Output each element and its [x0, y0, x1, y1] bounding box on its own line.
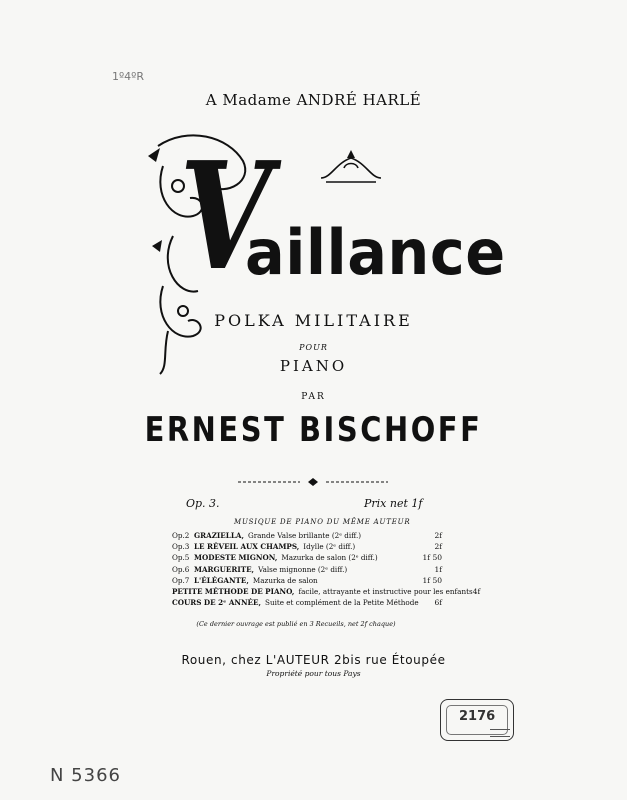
list-item — [172, 530, 442, 541]
work-opus: Op.2 — [172, 531, 190, 540]
work-description: Mazurka de salon — [252, 575, 318, 585]
work-title: MODESTE MIGNON, — [194, 553, 278, 563]
work-price: 4f — [472, 587, 481, 597]
stamp-lines — [490, 729, 510, 737]
dedication: A Madame ANDRÉ HARLÉ — [205, 91, 422, 109]
title-text: aillance — [245, 216, 506, 289]
list-item — [172, 541, 442, 552]
work-title: LE RÉVEIL AUX CHAMPS, — [194, 542, 300, 552]
work-description: Suite et complément de la Petite Méthode — [265, 598, 419, 608]
list-item — [172, 575, 442, 586]
work-opus: Op.7 — [172, 575, 190, 585]
work-price: 1f — [434, 564, 442, 574]
work-title: GRAZIELLA, — [194, 531, 244, 540]
work-price: 1f 50 — [422, 553, 442, 563]
instrument-label: PIANO — [279, 357, 348, 375]
work-title: PETITE MÉTHODE DE PIANO, — [172, 587, 295, 597]
list-item — [172, 586, 481, 597]
publisher-rights: Propriété pour tous Pays — [266, 669, 361, 678]
work-title: MARGUERITE, — [194, 564, 255, 574]
list-item — [172, 597, 442, 608]
work-description: Valse mignonne (2ᵉ diff.) — [258, 564, 348, 574]
work-opus: Op.3 — [172, 542, 190, 552]
work-description: Idylle (2ᵉ diff.) — [303, 542, 356, 552]
work-price: 2f — [434, 542, 442, 552]
works-note: (Ce dernier ouvrage est publié en 3 Recueils, net 2f chaque) — [196, 620, 396, 628]
work-description: Mazurka de salon (2ᵉ diff.) — [281, 553, 378, 563]
work-title: COURS DE 2ᵉ ANNÉE, — [172, 598, 262, 608]
par-label: PAR — [301, 392, 326, 402]
work-description: facile, attrayante et instructive pour les enfants — [298, 587, 473, 597]
pour-label: POUR — [299, 343, 328, 352]
opus-number: Op. 3. — [186, 497, 220, 510]
work-price: 1f 50 — [422, 575, 442, 585]
work-opus: Op.5 — [172, 553, 190, 563]
work-opus: Op.6 — [172, 564, 190, 574]
title-initial: V — [179, 129, 272, 303]
list-item — [172, 564, 442, 575]
inventory-number: N 5366 — [50, 765, 121, 786]
subtitle: POLKA MILITAIRE — [214, 311, 413, 330]
works-list — [172, 530, 481, 608]
divider-ornament-icon — [238, 478, 388, 486]
flourish-ornament-icon — [316, 148, 386, 188]
work-price: 2f — [434, 531, 442, 540]
publisher-address: Rouen, chez L'AUTEUR 2bis rue Étoupée — [181, 653, 446, 667]
list-item — [172, 552, 442, 563]
shelfmark: 2176 — [459, 709, 496, 724]
price-label: Prix net 1f — [364, 497, 423, 510]
composer-name: ERNEST BISCHOFF — [144, 410, 483, 450]
work-price: 6f — [434, 598, 442, 608]
pencil-annotation: 1º4ºR — [112, 70, 145, 83]
work-description: Grande Valse brillante (2ᵉ diff.) — [247, 531, 362, 540]
catalog-header: MUSIQUE DE PIANO DU MÊME AUTEUR — [234, 518, 411, 526]
work-title: L'ÉLÉGANTE, — [194, 575, 249, 585]
